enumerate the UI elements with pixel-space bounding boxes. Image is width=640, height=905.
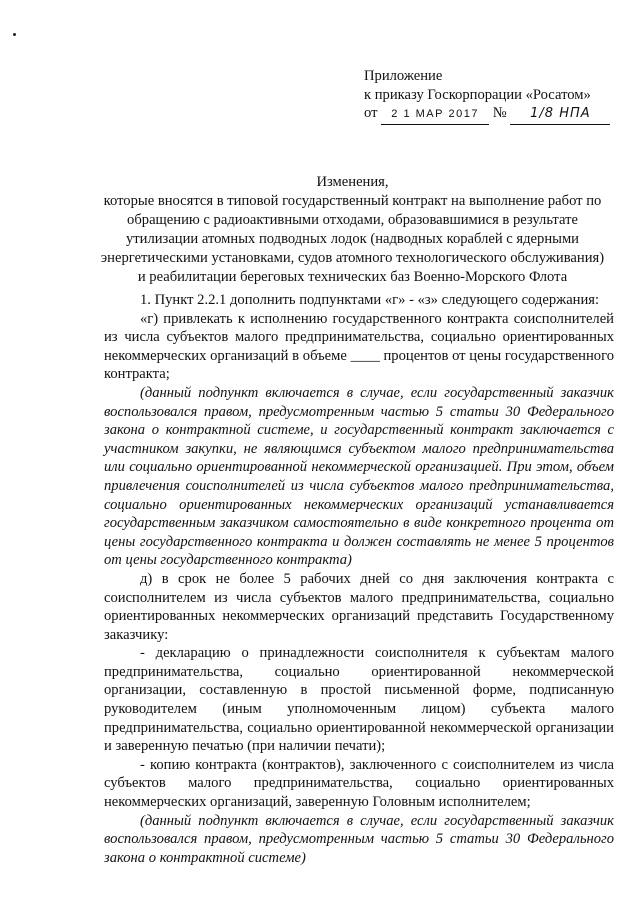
date-number-line — [364, 104, 634, 125]
paragraph-note-1: (данный подпункт включается в случае, если государственный заказчик воспользовался правом, предусмотренным частью 5 статьи 30 Федерального закона о контрактной системе, и государственный контракт заключается с участником закупки, не являющимся субъектом малого предпринимательства или социально ориентированной некоммерческой организацией. При этом, объем привлечения соисполнителей из числа субъектов малого предпринимательства, социально ориентированных некоммерческих организаций устанавливается государственным заказчиком самостоятельно в виде конкретного процента от цены государственного контракта и должен составлять не менее 5 процентов от цены государственного контракта) — [104, 384, 614, 569]
paragraph-subitem-g: «г) привлекать к исполнению государственного контракта соисполнителей из числа субъектов малого предпринимательства, социально ориентированных некоммерческих организаций в объеме ____ процентов от цены государственного контракта; — [104, 310, 614, 383]
paragraph-note-2: (данный подпункт включается в случае, если государственный заказчик воспользовался правом, предусмотренным частью 5 статьи 30 Федерального закона о контрактной системе) — [104, 812, 614, 866]
paragraph-contract-copy: - копию контракта (контрактов), заключенного с соисполнителем из числа субъектов малого предпринимательства, социально ориентированных некоммерческих организаций, заверенную Головным исполнителем; — [104, 756, 614, 811]
paragraph-subitem-d: д) в срок не более 5 рабочих дней со дня заключения контракта с соисполнителем из числа субъектов малого предпринимательства, социально ориентированных некоммерческих организаций представить Государственному заказчику: — [104, 570, 614, 643]
scan-speck — [13, 33, 16, 36]
order-reference: к приказу Госкорпорации «Росатом» — [364, 86, 591, 103]
title-line-5: и реабилитации береговых технических баз Военно-Морского Флота — [137, 269, 568, 285]
title-heading: Изменения, — [316, 174, 389, 190]
date-stamp: 2 1 МАР 2017 — [381, 105, 489, 125]
document-body — [104, 291, 614, 867]
appendix-header — [364, 67, 634, 125]
title-line-2: обращению с радиоактивными отходами, образовавшимися в результате — [127, 212, 578, 228]
number-label: № — [492, 105, 507, 122]
handwritten-number: 1/8 НПА — [510, 105, 610, 125]
paragraph-declaration: - декларацию о принадлежности соисполнителя к субъектам малого предпринимательства, социально ориентированной некоммерческой организации, составленную в простой письменной форме, подписанную руководителем (иным уполномоченным лицом) субъекта малого предпринимательства, социально ориентированной некоммерческой организации и заверенную печатью (при наличии печати); — [104, 645, 614, 755]
from-label: от — [364, 105, 378, 122]
title-line-4: энергетическими установками, судов атомного технологического обслуживания) — [100, 250, 605, 266]
title-line-3: утилизации атомных подводных лодок (надводных кораблей с ядерными — [125, 231, 579, 247]
appendix-label: Приложение — [364, 68, 443, 84]
title-line-1: которые вносятся в типовой государственный контракт на выполнение работ по — [103, 193, 602, 209]
paragraph-item-1: 1. Пункт 2.2.1 дополнить подпунктами «г» - «з» следующего содержания: — [140, 292, 600, 308]
